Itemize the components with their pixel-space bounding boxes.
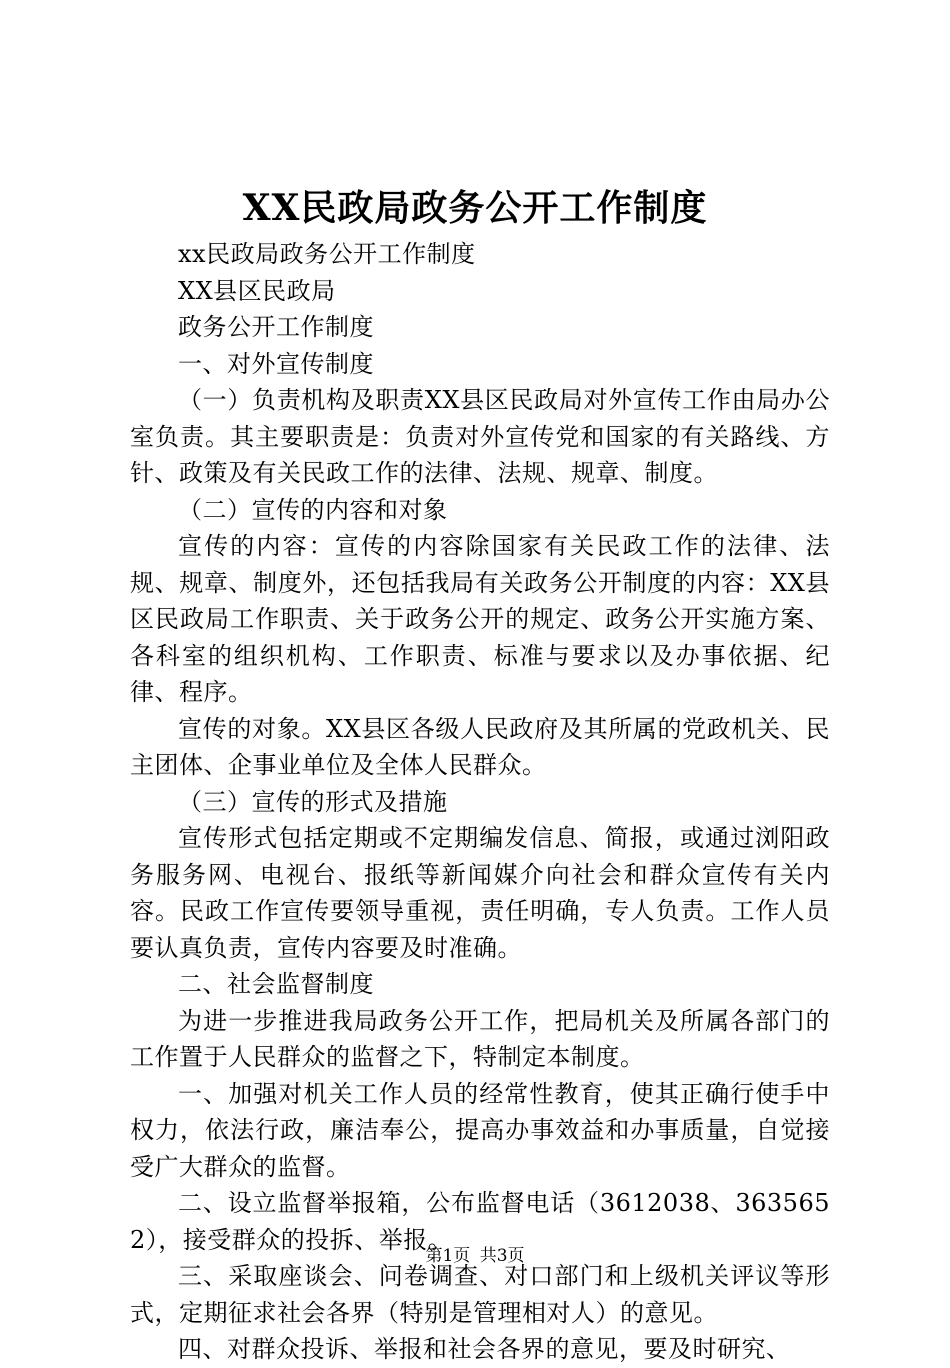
paragraph: XX县区民政局 xyxy=(178,276,336,305)
paragraph: 为进一步推进我局政务公开工作，把局机关及所属各部门的工作置于人民群众的监督之下，特制定本制度。 xyxy=(130,1006,830,1071)
page-footer xyxy=(0,1244,950,1268)
subsection-heading: （三）宣传的形式及措施 xyxy=(178,787,448,816)
subsection-heading: （二）宣传的内容和对象 xyxy=(178,495,448,524)
section-heading: 一、对外宣传制度 xyxy=(178,349,374,378)
paragraph: 一、加强对机关工作人员的经常性教育，使其正确行使手中权力，依法行政，廉洁奉公，提高办事效益和办事质量，自觉接受广大群众的监督。 xyxy=(130,1079,830,1181)
paragraph: 宣传的内容：宣传的内容除国家有关民政工作的法律、法规、规章、制度外，还包括我局有关政务公开制度的内容：XX县区民政局工作职责、关于政务公开的规定、政务公开实施方案、各科室的组织机构、工作职责、标准与要求以及办事依据、纪律、程序。 xyxy=(130,532,830,706)
page-total: 共3页 xyxy=(479,1246,525,1266)
page-number: 第1页 xyxy=(425,1246,471,1266)
paragraph: 三、采取座谈会、问卷调查、对口部门和上级机关评议等形式，定期征求社会各界（特别是管理相对人）的意见。 xyxy=(130,1262,830,1327)
paragraph: 宣传的对象。XX县区各级人民政府及其所属的党政机关、民主团体、企事业单位及全体人民群众。 xyxy=(130,714,830,779)
document-title: XX民政局政务公开工作制度 xyxy=(242,187,708,229)
paragraph: （一）负责机构及职责XX县区民政局对外宣传工作由局办公室负责。其主要职责是：负责对外宣传党和国家的有关路线、方针、政策及有关民政工作的法律、法规、规章、制度。 xyxy=(130,386,830,487)
paragraph: 四、对群众投诉、举报和社会各界的意见，要及时研究、 xyxy=(178,1335,791,1363)
paragraph: 二、设立监督举报箱，公布监督电话（3612038、3635652），接受群众的投拆、举报。 xyxy=(130,1189,830,1254)
paragraph: 政务公开工作制度 xyxy=(178,313,374,341)
paragraph: 宣传形式包括定期或不定期编发信息、简报，或通过浏阳政务服务网、电视台、报纸等新闻媒介向社会和群众宣传有关内容。民政工作宣传要领导重视，责任明确，专人负责。工作人员要认真负责，宣传内容要及时准确。 xyxy=(130,824,830,962)
paragraph: xx民政局政务公开工作制度 xyxy=(178,240,476,268)
section-heading: 二、社会监督制度 xyxy=(178,970,374,998)
document-body xyxy=(130,236,830,1368)
